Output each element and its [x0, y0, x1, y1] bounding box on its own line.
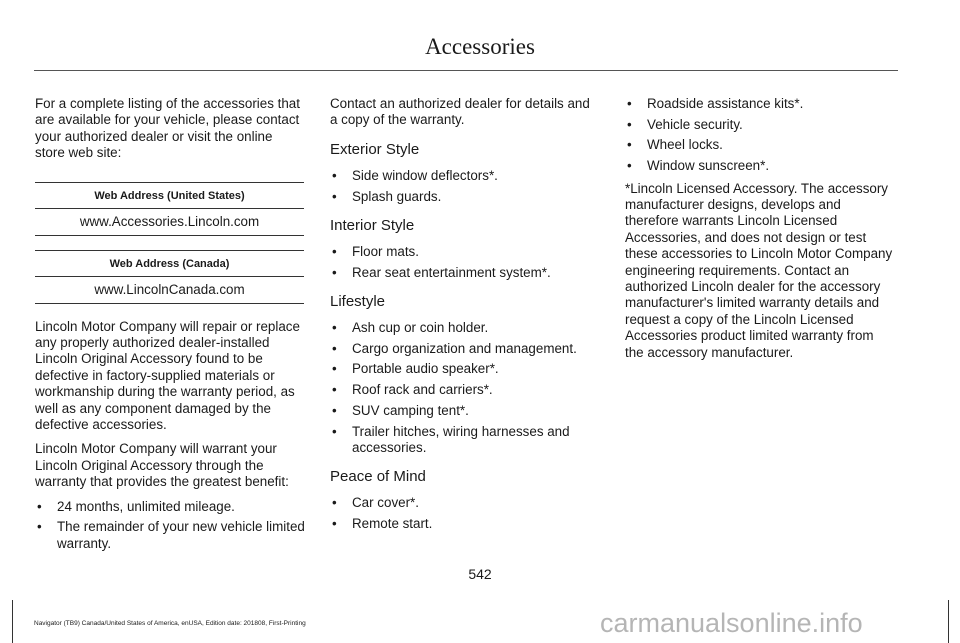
section-heading-peace-of-mind: Peace of Mind: [330, 468, 426, 486]
peace-of-mind-list-continued: [625, 96, 895, 175]
list-item: • Splash guards.: [330, 189, 600, 205]
list-item: • Floor mats.: [330, 244, 600, 260]
header-divider: [34, 70, 898, 71]
table-header: Web Address (Canada): [35, 251, 304, 277]
crop-mark-left: [12, 600, 13, 643]
list-item: • SUV camping tent*.: [330, 403, 600, 419]
section-heading-interior: Interior Style: [330, 216, 415, 234]
lifestyle-list: [330, 320, 600, 456]
section-heading-lifestyle: Lifestyle: [330, 293, 386, 311]
column-middle: [330, 96, 600, 538]
licensed-accessory-note: *Lincoln Licensed Accessory. The accessory manufacturer designs, develops and therefore warrants Lincoln Licensed Accessories, and does not design or test these accessories to Lincoln Motor Company engineering requirements. Contact an authorized Lincoln dealer for the accessory manufacturer's limited warranty details and request a copy of the Lincoln Licensed Accessories product limited warranty from the accessory manufacturer.: [625, 180, 893, 360]
list-item: • Roof rack and carriers*.: [330, 382, 600, 398]
list-item: • Rear seat entertainment system*.: [330, 265, 600, 281]
table-cell: www.LincolnCanada.com: [94, 281, 245, 297]
table-cell: www.Accessories.Lincoln.com: [79, 213, 260, 229]
list-item: • Trailer hitches, wiring harnesses and accessories.: [330, 424, 600, 457]
list-item: • Roadside assistance kits*.: [625, 96, 895, 112]
intro-paragraph: For a complete listing of the accessories that are available for your vehicle, please contact your authorized dealer or visit the online store web site:: [35, 96, 300, 161]
warranty-benefit-list: [35, 499, 305, 553]
crop-mark-right: [948, 600, 949, 643]
page-number: 542: [468, 566, 492, 582]
list-item: • Car cover*.: [330, 495, 600, 511]
watermark: carmanualsonline.info: [600, 608, 863, 638]
column-right: [625, 96, 895, 369]
page-title: Accessories: [425, 34, 535, 59]
web-address-canada-table: [35, 250, 304, 304]
section-heading-exterior: Exterior Style: [330, 140, 420, 158]
edition-footer: Navigator (TB9) Canada/United States of America, enUSA, Edition date: 201808, First-Printing: [34, 620, 306, 627]
list-item: • Cargo organization and management.: [330, 341, 600, 357]
list-item: • Ash cup or coin holder.: [330, 320, 600, 336]
exterior-list: [330, 168, 600, 205]
list-item: • Side window deflectors*.: [330, 168, 600, 184]
list-item: • The remainder of your new vehicle limited warranty.: [35, 519, 305, 552]
list-item: • Window sunscreen*.: [625, 158, 895, 174]
peace-of-mind-list: [330, 495, 600, 532]
list-item: • Remote start.: [330, 516, 600, 532]
warranty-paragraph: Lincoln Motor Company will warrant your Lincoln Original Accessory through the warranty that provides the greatest benefit:: [35, 441, 289, 490]
list-item: • Wheel locks.: [625, 137, 895, 153]
list-item: • Vehicle security.: [625, 117, 895, 133]
web-address-us-table: [35, 182, 304, 236]
dealer-paragraph: Contact an authorized dealer for details and a copy of the warranty.: [330, 96, 590, 128]
column-left: [35, 96, 305, 558]
list-item: • Portable audio speaker*.: [330, 361, 600, 377]
repair-paragraph: Lincoln Motor Company will repair or replace any properly authorized dealer-installed Lincoln Original Accessory found to be defective in factory-supplied materials or workmanship during the warranty period, as well as any component damaged by the defective accessories.: [35, 318, 300, 433]
interior-list: [330, 244, 600, 281]
list-item: • 24 months, unlimited mileage.: [35, 499, 305, 515]
table-header: Web Address (United States): [35, 183, 304, 209]
